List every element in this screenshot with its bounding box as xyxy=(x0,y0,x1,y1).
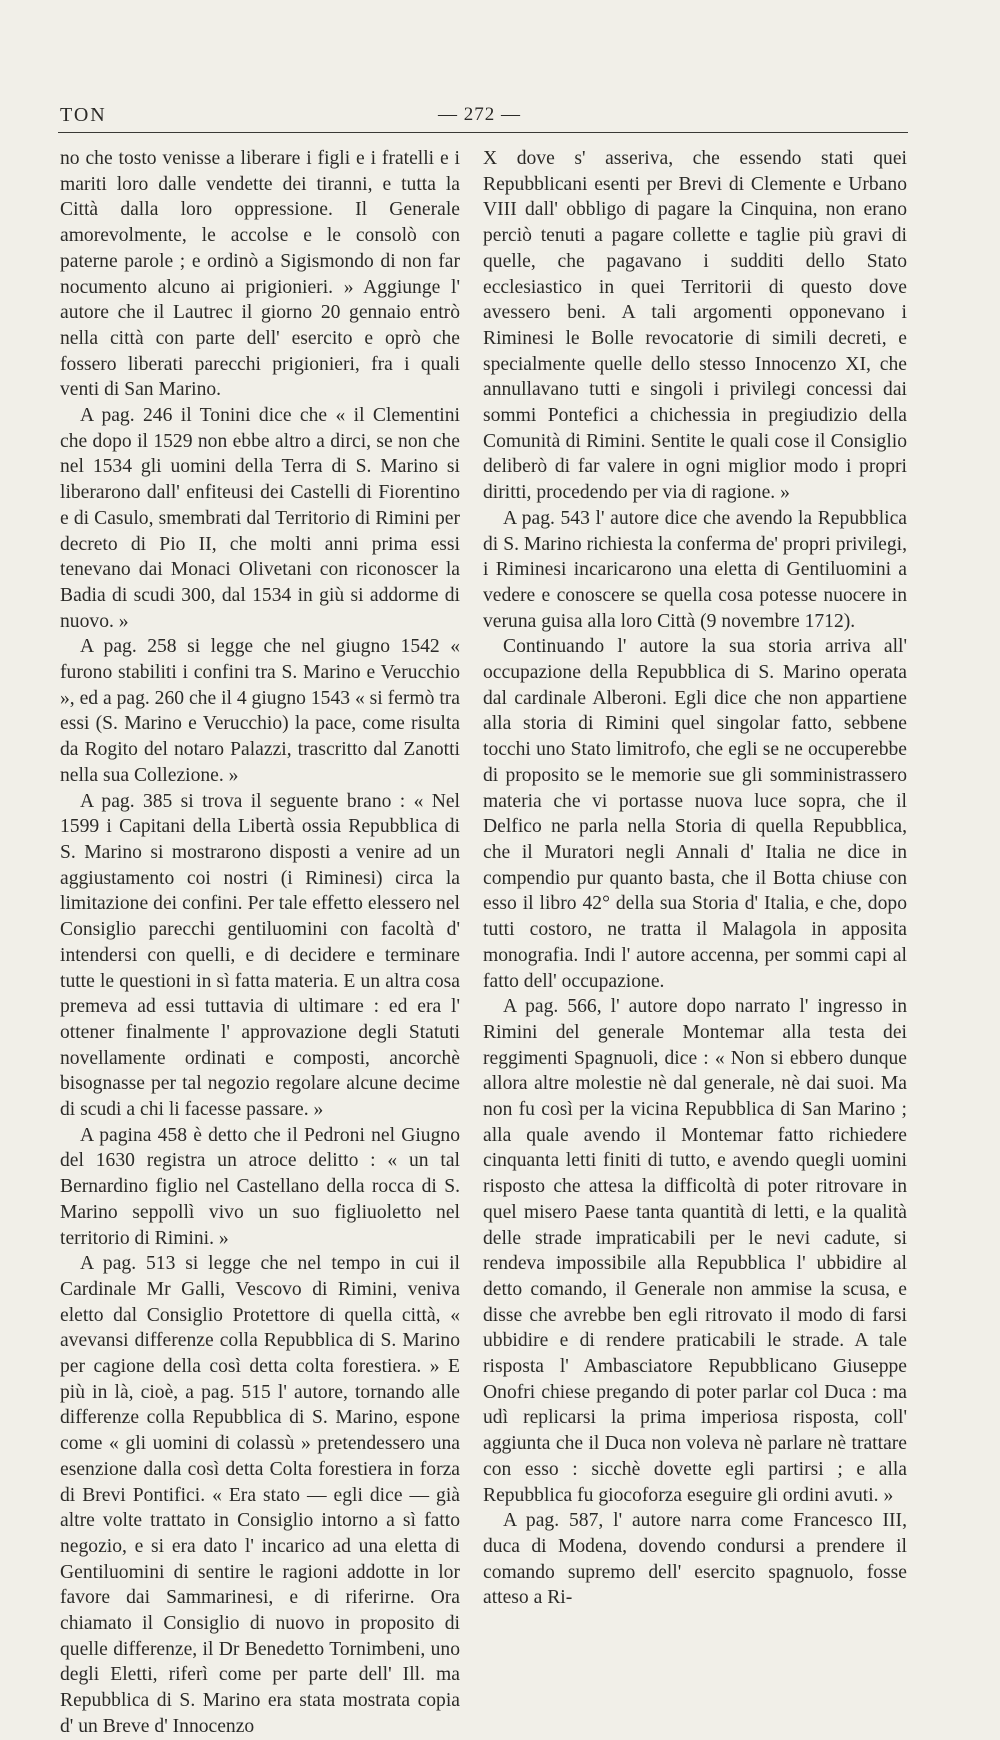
paragraph: Continuando l' autore la sua storia arriva all' occupazione della Repubblica di S. Marino operata dal cardinale Alberoni. Egli dice che non appartiene alla storia di Rimini quel singolar fatto, sebbene tocchi uno Stato limitrofo, che egli se ne occuperebbe di proposito se le memorie sue gli somministrassero materia che vi portasse nuova luce sopra, che il Delfico ne parla nella Storia di quella Repubblica, che il Muratori negli Annali d' Italia ne dice in compendio pur quanto basta, che il Botta chiuse con esso il libro 42° della sua Storia d' Italia, e che, dopo tutti costoro, ne tratta il Malagola in apposita monografia. Indi l' autore accenna, per sommi capi al fatto dell' occupazione. xyxy=(483,636,907,992)
paragraph: A pag. 587, l' autore narra come Francesco III, duca di Modena, dovendo condursi a prendere il comando supremo dell' esercito spagnuolo, fosse atteso a Ri- xyxy=(483,1510,907,1609)
right-column xyxy=(483,146,907,1611)
running-head xyxy=(58,100,913,130)
paragraph: A pag. 543 l' autore dice che avendo la Repubblica di S. Marino richiesta la conferma de' propri privilegi, i Riminesi incaricarono una eletta di Gentiluomini a vedere e conoscere se quella cosa potesse nuocere in veruna guisa alla loro Città (9 novembre 1712). xyxy=(483,507,907,632)
paragraph: no che tosto venisse a liberare i figli e i fratelli e i mariti loro dalle vendette dei tiranni, e tutta la Città dalla loro oppressione. Il Generale amorevolmente, le accolse e le consolò con paterne parole ; e ordinò a Sigismondo di non far nocumento alcuno ai prigionieri. » Aggiunge l' autore che il Lautrec il giorno 20 gennaio entrò nella città con parte dell' esercito e oprò che fossero liberati parecchi prigionieri, fra i quali venti di San Marino. xyxy=(60,148,460,401)
section-label: TON xyxy=(60,104,107,126)
paragraph: A pag. 566, l' autore dopo narrato l' ingresso in Rimini del generale Montemar alla testa dei reggimenti Spagnuoli, dice : « Non si ebbero dunque allora altre molestie nè dal generale, nè dai suoi. Ma non fu così per la vicina Repubblica di San Marino ; alla quale avendo il Montemar fatto richiedere cinquanta letti finiti di tutto, e avendo quegli uomini risposto che attesa la difficoltà di poter ritrovare in quel misero Paese tanta quantità di letti, e la qualità delle strade impraticabili per le nevi cadute, si rendeva impossibile alla Repubblica l' ubbidire al detto comando, il Generale non ammise la scusa, e disse che avrebbe ben egli ritrovato il modo di farsi ubbidire e di rendere praticabili le strade. A tale risposta l' Ambasciatore Repubblicano Giuseppe Onofri chiese pregando di poter parlar col Duca : ma udì replicarsi la prima imperiosa risposta, coll' aggiunta che il Duca non voleva nè parlare nè trattare con esso : sicchè dovette egli partirsi ; e alla Repubblica fu giocoforza eseguire gli ordini avuti. » xyxy=(483,996,907,1506)
left-column xyxy=(60,146,460,1740)
paragraph: X dove s' asseriva, che essendo stati quei Repubblicani esenti per Brevi di Clemente e Urbano VIII dall' obbligo di pagare la Cinquina, non erano perciò tenuti a pagare collette e taglie più gravi di quelle, che pagavano i sudditi dello Stato ecclesiastico in quei Territorii di questo dove avessero beni. A tali argomenti opponevano i Riminesi le Bolle revocatorie di simili decreti, e specialmente quelle dello stesso Innocenzo XI, che annullavano tutti e singoli i privilegi concessi dai sommi Pontefici a chichessia in pregiudizio della Comunità di Rimini. Sentite le quali cose il Consiglio deliberò di far valere in ogni miglior modo i propri diritti, procedendo per via di ragione. » xyxy=(483,148,907,504)
paragraph: A pag. 513 si legge che nel tempo in cui il Cardinale Mr Galli, Vescovo di Rimini, veniva eletto dal Consiglio Protettore di quella città, « avevansi differenze colla Repubblica di S. Marino per cagione della così detta colta forestiera. » E più in là, cioè, a pag. 515 l' autore, tornando alle differenze colla Repubblica di S. Marino, espone come « gli uomini di colassù » pretendessero una esenzione dalla così detta Colta forestiera in forza di Brevi Pontifici. « Era stato — egli dice — già altre volte trattato in Consiglio intorno a sì fatto negozio, e si era dato l' incarico ad una eletta di Gentiluomini di sentire le ragioni addotte in lor favore dai Sammarinesi, e di riferirne. Ora chiamato il Consiglio di nuovo in proposito di quelle differenze, il Dr Benedetto Tornimbeni, uno degli Eletti, riferì come per parte dell' Ill. ma Repubblica di S. Marino era stata mostrata copia d' un Breve d' Innocenzo xyxy=(60,1253,460,1737)
paragraph: A pag. 385 si trova il seguente brano : « Nel 1599 i Capitani della Libertà ossia Repubblica di S. Marino si mostrarono disposti a venire ad un aggiustamento coi nostri (i Riminesi) circa la limitazione dei confini. Per tale effetto elessero nel Consiglio parecchi gentiluomini con facoltà d' intendersi con quelli, e di decidere e terminare tutte le questioni in sì fatta materia. E un altra cosa premeva ad essi tuttavia di ultimare : ed era l' ottener finalmente l' approvazione degli Statuti novellamente ordinati e composti, ancorchè bisognasse per tal negozio regolare alcune decime di scudi a chi li facesse passare. » xyxy=(60,790,460,1121)
paragraph: A pagina 458 è detto che il Pedroni nel Giugno del 1630 registra un atroce delitto : « un tal Bernardino figlio nel Castellano della rocca di S. Marino seppollì vivo un suo figliuoletto nel territorio di Rimini. » xyxy=(60,1124,460,1249)
paragraph: A pag. 258 si legge che nel giugno 1542 « furono stabiliti i confini tra S. Marino e Verucchio », ed a pag. 260 che il 4 giugno 1543 « si fermò tra essi (S. Marino e Verucchio) la pace, come risulta da Rogito del notaro Palazzi, trascritto dal Zanotti nella sua Collezione. » xyxy=(60,636,460,786)
page-number: — 272 — xyxy=(438,104,521,125)
header-rule xyxy=(58,132,908,133)
paragraph: A pag. 246 il Tonini dice che « il Clementini che dopo il 1529 non ebbe altro a dirci, se non che nel 1534 gli uomini della Terra di S. Marino si liberarono dall' enfiteusi dei Castelli di Fiorentino e di Casulo, smembrati dal Territorio di Rimini per decreto di Pio II, che molti anni prima essi tenevano dai Monaci Olivetani con riconoscer la Badia di scudi 300, dal 1534 in giù si addorme di nuovo. » xyxy=(60,405,460,632)
